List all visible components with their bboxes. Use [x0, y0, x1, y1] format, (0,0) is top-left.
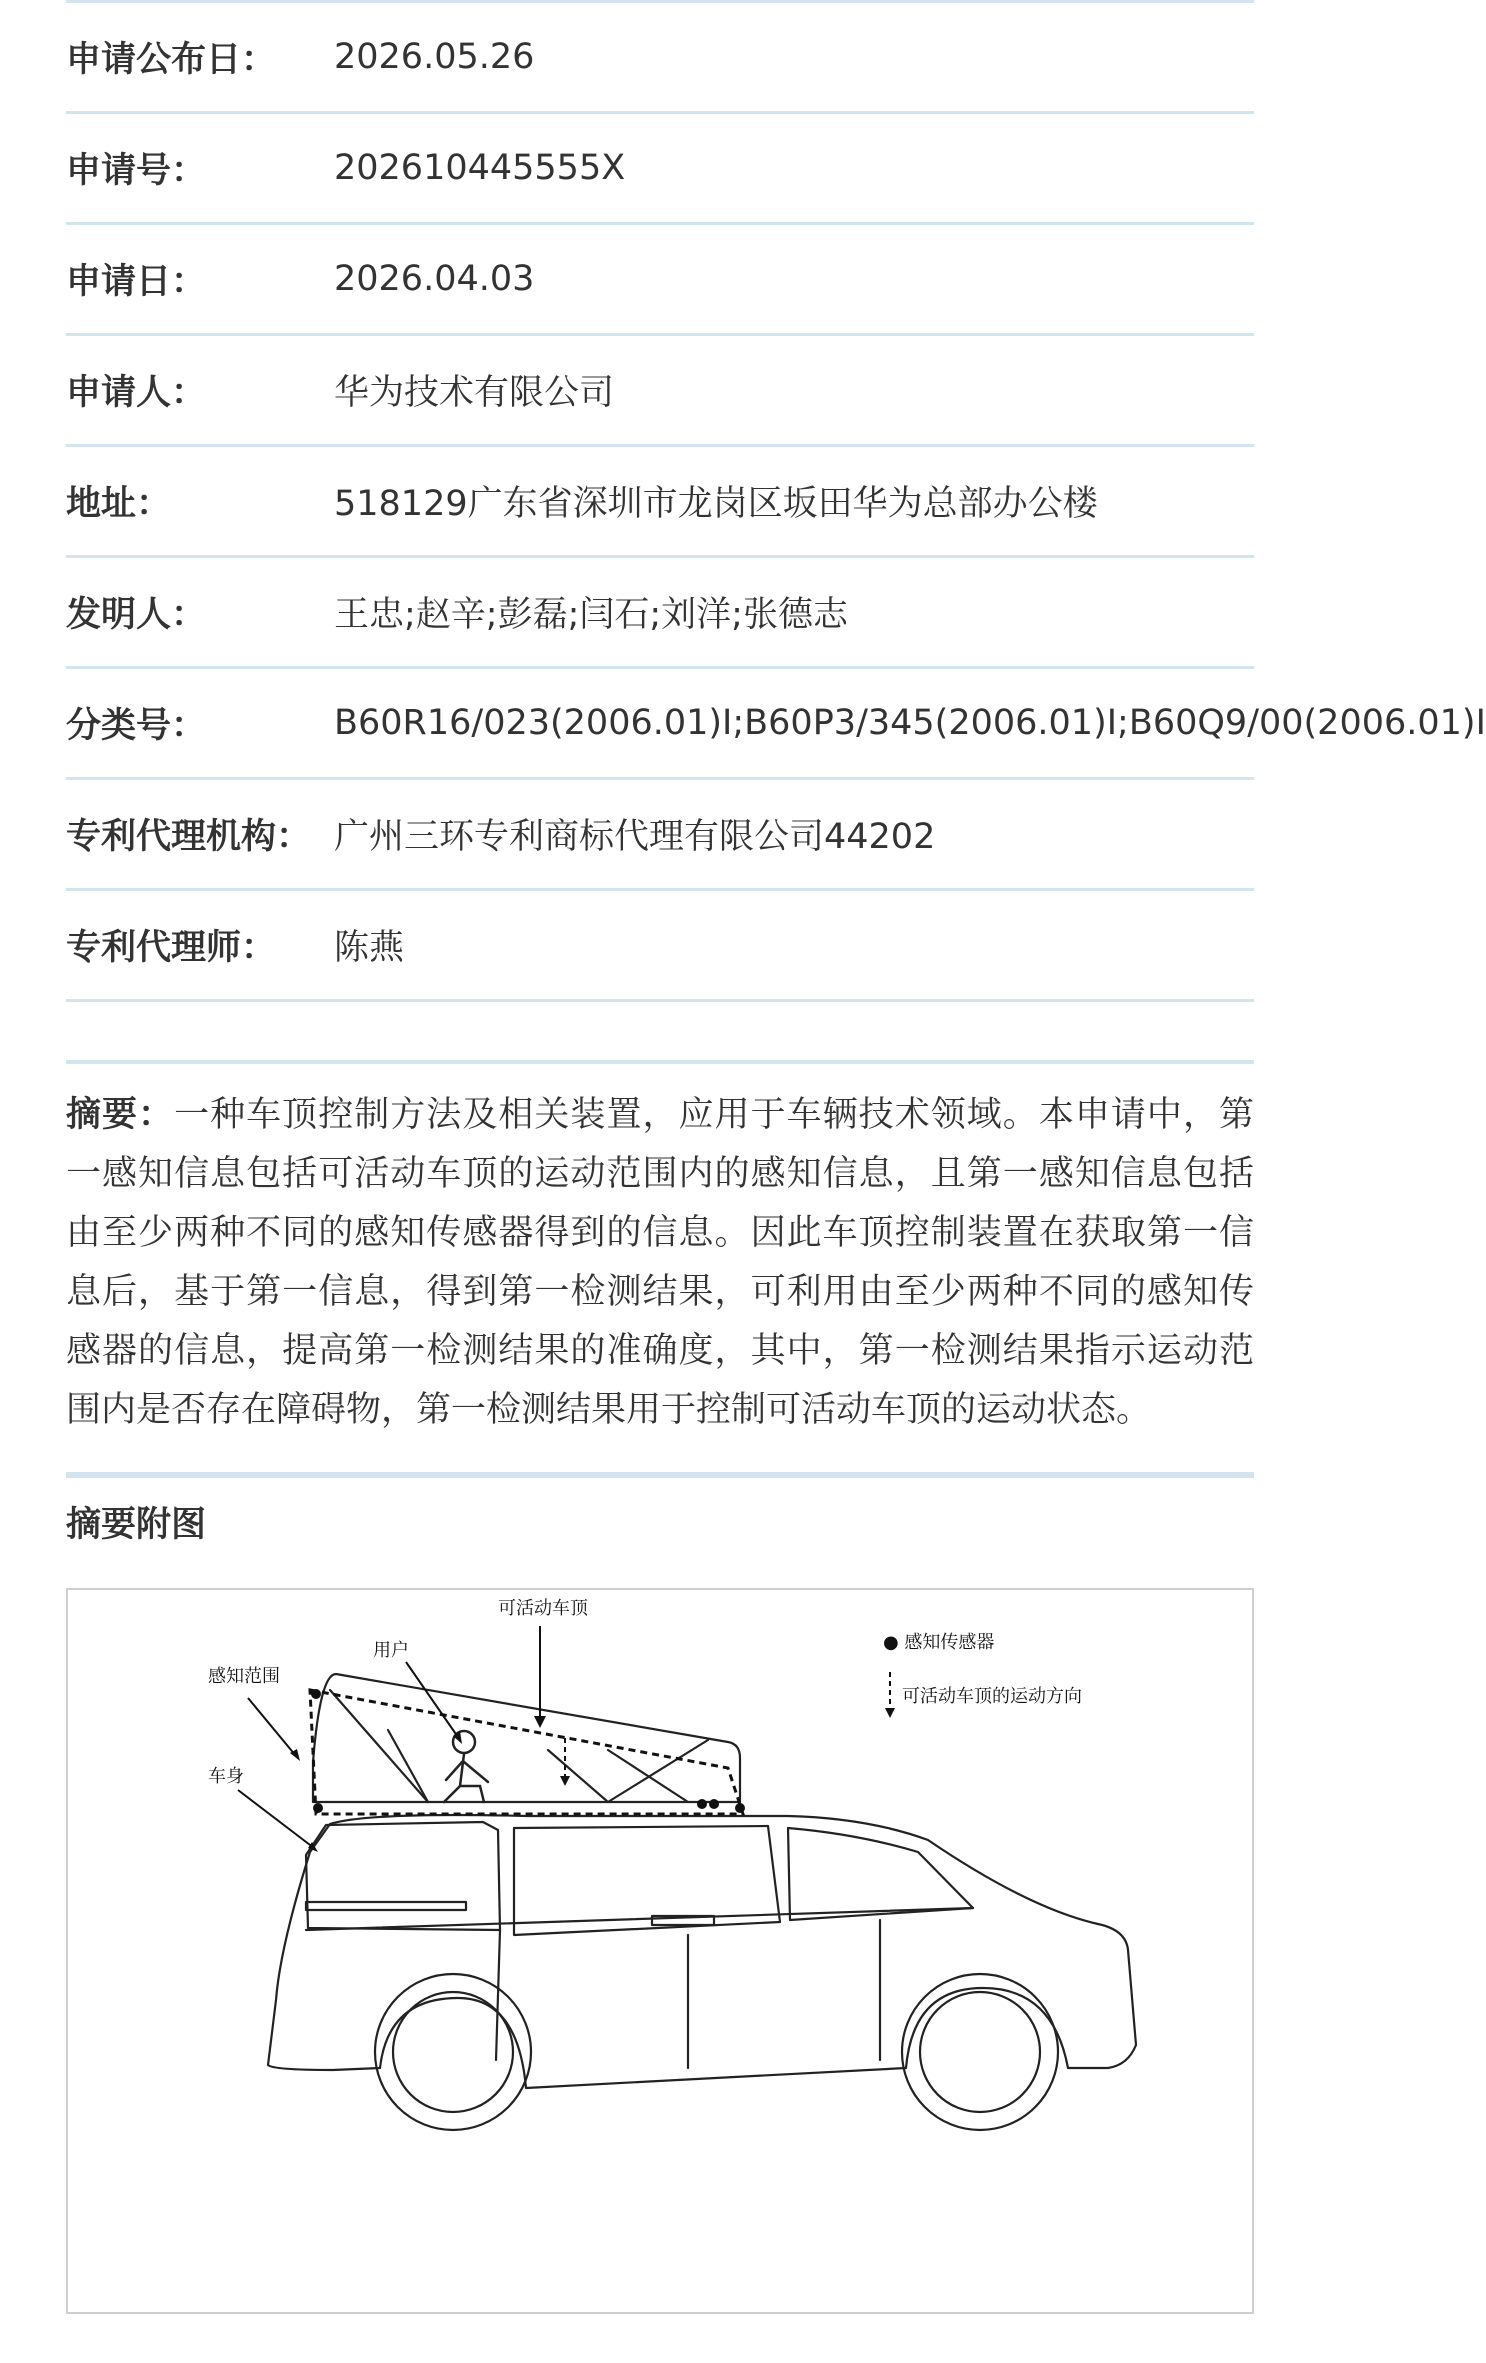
sensor-dot: [735, 1803, 745, 1813]
field-value: 华为技术有限公司: [334, 373, 615, 413]
legend-direction: 可活动车顶的运动方向: [902, 1686, 1082, 1707]
car-body-outline: [268, 1815, 1136, 2088]
field-value: B60R16/023(2006.01)I;B60P3/345(2006.01)I;B60Q9/00(2006.01)I: [334, 703, 1486, 743]
field-publication-date: [66, 3, 1254, 114]
user-figure: [444, 1731, 488, 1802]
roof-support-4: [548, 1750, 608, 1802]
abstract-label: 摘要：: [66, 1095, 175, 1135]
field-address: [66, 447, 1254, 558]
field-label: 分类号：: [66, 706, 207, 746]
field-value: 广州三环专利商标代理有限公司44202: [334, 817, 936, 857]
vehicle-roof-diagram: [68, 1590, 1252, 2312]
field-application-date: [66, 225, 1254, 336]
movable-roof: [313, 1674, 740, 1802]
field-label: 专利代理师：: [66, 928, 277, 968]
car-side-crease: [306, 1908, 973, 1930]
leader-body: [238, 1790, 314, 1848]
direction-arrowhead-roof: [560, 1776, 570, 1786]
sensor-dot: [709, 1799, 719, 1809]
field-agent: [66, 891, 1254, 1002]
car-window-front: [306, 1822, 500, 1930]
field-inventors: [66, 558, 1254, 669]
field-agency: [66, 780, 1254, 891]
field-label: 申请公布日：: [66, 40, 277, 80]
abstract-figure: [66, 1588, 1254, 2314]
patent-detail: [66, 0, 1486, 1572]
figure-title: 摘要附图: [66, 1505, 207, 1545]
field-label: 专利代理机构：: [66, 817, 312, 857]
legend-sensor: ● 感知传感器: [883, 1632, 995, 1653]
section-divider: [66, 1002, 1254, 1064]
field-label: 申请日：: [66, 262, 207, 302]
field-applicant: [66, 336, 1254, 447]
field-label: 发明人：: [66, 595, 207, 635]
roof-support-2: [388, 1730, 428, 1802]
label-sensing-range: 感知范围: [208, 1666, 280, 1687]
field-label: 申请人：: [66, 373, 207, 413]
label-user: 用户: [373, 1640, 409, 1661]
field-classification: [66, 669, 1486, 780]
wheel-front-inner: [393, 1992, 513, 2112]
field-application-number: [66, 114, 1254, 225]
label-movable-roof: 可活动车顶: [498, 1598, 588, 1619]
car-handle-front: [306, 1902, 466, 1910]
field-value: 王忠;赵辛;彭磊;闫石;刘洋;张德志: [334, 595, 848, 635]
wheel-rear-inner: [920, 1992, 1040, 2112]
abstract-text: 一种车顶控制方法及相关装置，应用于车辆技术领域。本申请中，第一感知信息包括可活动车顶的运动范围内的感知信息，且第一感知信息包括由至少两种不同的感知传感器得到的信息。因此车顶控制装置在获取第一信息后，基于第一信息，得到第一检测结果，可利用由至少两种不同的感知传感器的信息，提高第一检测结果的准确度，其中，第一检测结果指示运动范围内是否存在障碍物，第一检测结果用于控制可活动车顶的运动状态。: [66, 1095, 1254, 1430]
field-value: 2026.05.26: [334, 37, 535, 77]
field-value: 518129广东省深圳市龙岗区坂田华为总部办公楼: [334, 484, 1098, 524]
sensor-dot: [311, 1689, 321, 1699]
car-window-rear: [788, 1828, 973, 1920]
abstract: [66, 1064, 1254, 1472]
leader-user: [406, 1662, 460, 1740]
field-value: 2026.04.03: [334, 259, 535, 299]
field-label: 申请号：: [66, 151, 207, 191]
field-value: 202610445555X: [334, 148, 626, 188]
label-car-body: 车身: [208, 1766, 244, 1787]
roof-support-1: [330, 1690, 428, 1802]
sensor-dot: [313, 1803, 323, 1813]
field-value: 陈燕: [334, 928, 405, 968]
field-label: 地址：: [66, 484, 172, 524]
wheel-rear-outer: [902, 1974, 1058, 2130]
sensor-dot: [697, 1799, 707, 1809]
leader-range: [248, 1698, 296, 1756]
car-door-line-1: [496, 1930, 500, 2060]
